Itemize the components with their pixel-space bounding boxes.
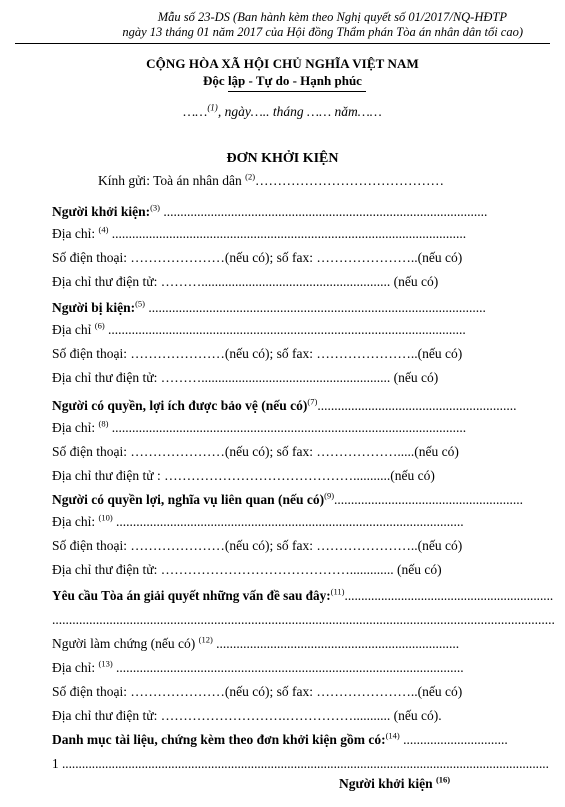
fill-line: ....................................................................................................... [112, 660, 464, 675]
footnote-marker: (12) [198, 634, 213, 645]
fill-line: ........................................................................ [212, 636, 460, 651]
footnote-marker: (4) [98, 224, 109, 235]
form-line [52, 492, 523, 508]
field-text: Số điện thoại: …………………(nếu có); số fax: …………………..(nếu có) [52, 250, 463, 265]
field-text: Người làm chứng (nếu có) [52, 636, 199, 651]
form-line [52, 398, 516, 414]
signature-label [339, 776, 450, 792]
section-heading: Danh mục tài liệu, chứng kèm theo đơn khởi kiện gồm có: [52, 732, 386, 747]
footnote-marker: (13) [98, 658, 113, 669]
field-text: Số điện thoại: …………………(nếu có); số fax: ……………….....(nếu có) [52, 444, 459, 459]
form-issuance-note: ngày 13 tháng 01 năm 2017 của Hội đồng Thẩm phán Tòa án nhân dân tối cao) [122, 25, 523, 39]
form-line [52, 226, 466, 242]
form-line [52, 684, 462, 700]
field-text: Địa chỉ: [52, 660, 99, 675]
addressee-fill: …………………………………… [255, 173, 445, 188]
header-divider [15, 43, 550, 44]
form-line [52, 468, 435, 484]
form-line [52, 346, 462, 362]
national-motto: Độc lập - Tự do - Hạnh phúc [203, 73, 362, 88]
field-text: Số điện thoại: …………………(nếu có); số fax: …………………..(nếu có) [52, 346, 463, 361]
form-line [52, 300, 486, 316]
field-text: Số điện thoại: …………………(nếu có); số fax: …………………..(nếu có) [52, 684, 463, 699]
field-text: Địa chỉ: [52, 420, 99, 435]
form-line [52, 274, 438, 290]
place-date-line [0, 104, 565, 120]
form-line [52, 732, 508, 748]
addressee-footnote: (2) [245, 171, 256, 182]
form-number-note: Mẫu số 23-DS (Ban hành kèm theo Nghị quyết số 01/2017/NQ-HĐTP [157, 10, 507, 24]
form-line [52, 636, 459, 652]
field-text: Địa chỉ: [52, 514, 99, 529]
form-line [52, 420, 466, 436]
form-line [52, 204, 487, 220]
field-text: Địa chỉ thư điện tử: ………........................................................ (nếu có) [52, 274, 439, 289]
field-text: Số điện thoại: …………………(nếu có); số fax: …………………..(nếu có) [52, 538, 463, 553]
section-heading: Người khởi kiện: [52, 204, 151, 219]
form-line [52, 562, 442, 578]
form-line [52, 370, 438, 386]
footnote-marker: (5) [135, 298, 146, 309]
field-text: 1 ................................................................................................................................................... [52, 756, 549, 771]
date-footnote: (1) [207, 102, 218, 113]
footnote-marker: (3) [150, 202, 160, 213]
date-prefix: …… [183, 104, 208, 119]
form-line [52, 588, 553, 604]
form-line [52, 708, 442, 724]
footnote-marker: (10) [98, 512, 113, 523]
field-text: ..................................................................................................................................................... [52, 612, 555, 627]
form-line [52, 756, 549, 772]
fill-line: ............................... [399, 732, 508, 747]
footnote-marker: (6) [94, 320, 105, 331]
footnote-marker: (11) [330, 586, 345, 597]
form-line [52, 660, 464, 676]
form-line [52, 612, 555, 628]
fill-line: ......................................................................................................... [108, 226, 467, 241]
form-line [52, 538, 462, 554]
fill-line: .......................................................................................................... [104, 322, 466, 337]
field-text: Địa chỉ thư điện tử : ……………………………………...........(nếu có) [52, 468, 435, 483]
republic-heading: CỘNG HÒA XÃ HỘI CHỦ NGHĨA VIỆT NAM [146, 56, 419, 71]
fill-line: ....................................................................................................... [112, 514, 464, 529]
form-line [52, 444, 459, 460]
section-heading: Người có quyền, lợi ích được bảo vệ (nếu có) [52, 398, 308, 413]
form-line [52, 322, 466, 338]
fill-line: ........................................................ [334, 492, 524, 507]
form-line [52, 514, 464, 530]
field-text: Địa chỉ [52, 322, 95, 337]
footnote-marker: (9) [324, 490, 335, 501]
fill-line: ........................................................... [317, 398, 517, 413]
field-text: Địa chỉ: [52, 226, 99, 241]
fill-line: ......................................................................................................... [108, 420, 467, 435]
footnote-marker: (7) [307, 396, 318, 407]
fill-line: .................................................................................................... [145, 300, 486, 315]
date-suffix: , ngày….. tháng …… năm…… [217, 104, 382, 119]
section-heading: Yêu cầu Tòa án giải quyết những vấn đề sau đây: [52, 588, 331, 603]
addressee-line [98, 173, 444, 189]
section-heading: Người bị kiện: [52, 300, 136, 315]
addressee-text: Kính gửi: Toà án nhân dân [98, 173, 246, 188]
footnote-marker: (14) [385, 730, 400, 741]
fill-line: ................................................................................................ [160, 204, 488, 219]
form-line [52, 250, 462, 266]
field-text: Địa chỉ thư điện tử: ……………………….……………........... (nếu có). [52, 708, 442, 723]
signature-footnote: (16) [435, 774, 451, 785]
fill-line: ............................................................... [344, 588, 554, 603]
signature-text: Người khởi kiện [339, 776, 436, 791]
document-title: ĐƠN KHỞI KIỆN [226, 151, 339, 166]
field-text: Địa chỉ thư điện tử: ………........................................................ (nếu có) [52, 370, 439, 385]
motto-underline [228, 91, 366, 92]
section-heading: Người có quyền lợi, nghĩa vụ liên quan (nếu có) [52, 492, 325, 507]
field-text: Địa chỉ thư điện tử: ……………………………………............. (nếu có) [52, 562, 442, 577]
footnote-marker: (8) [98, 418, 109, 429]
